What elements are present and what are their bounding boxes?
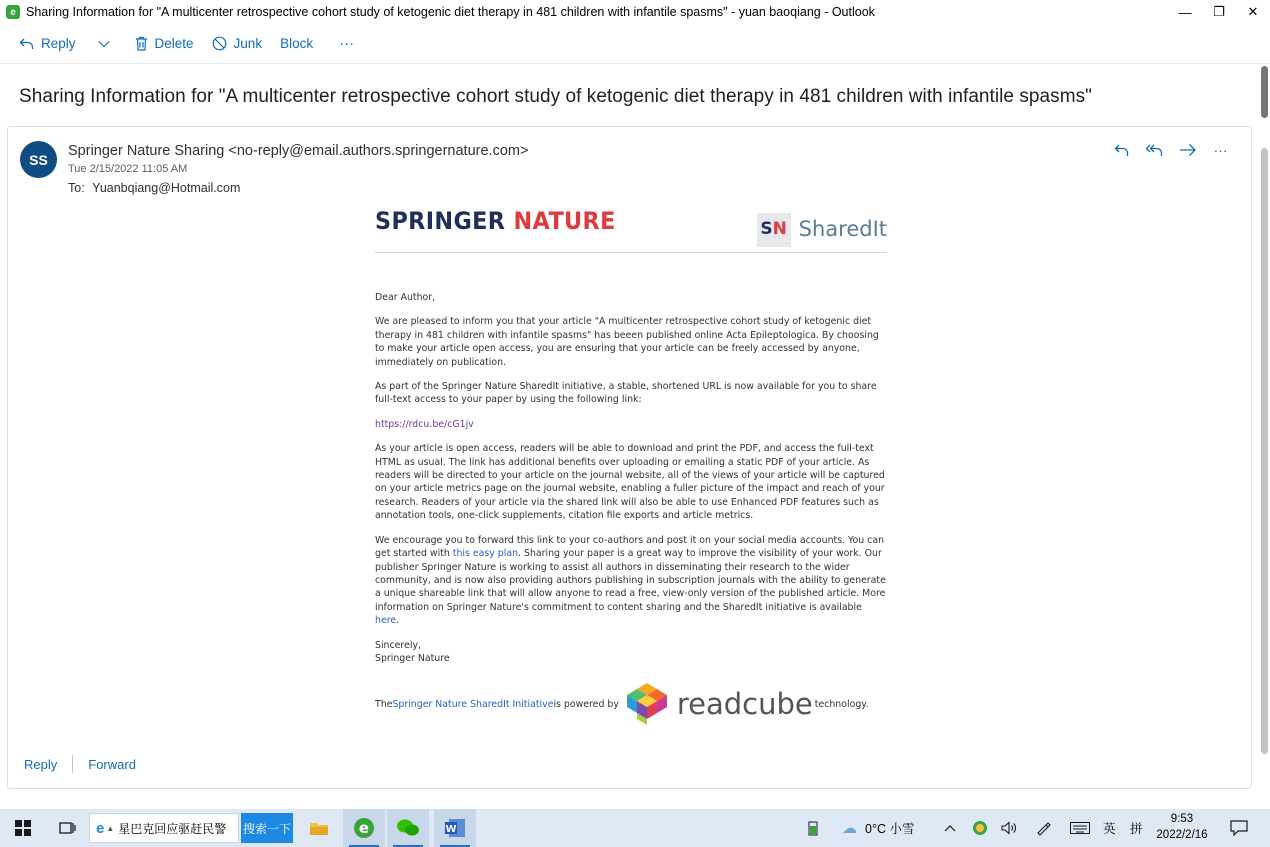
close-button[interactable]: ✕ <box>1247 4 1259 19</box>
powered-text-a: The <box>375 698 393 710</box>
file-explorer-button[interactable] <box>298 809 340 847</box>
email-header <box>375 207 887 253</box>
block-circle-icon <box>212 36 227 51</box>
more-icon: ··· <box>339 35 355 52</box>
easy-plan-link[interactable]: this easy plan <box>452 548 519 560</box>
forward-arrow-icon <box>1179 143 1197 157</box>
task-view-button[interactable] <box>46 809 88 847</box>
badge-s: S <box>760 219 773 240</box>
clock-time: 9:53 <box>1170 813 1194 825</box>
weather-widget[interactable] <box>842 809 914 847</box>
keyboard-button[interactable] <box>1070 809 1090 847</box>
windows-logo-icon <box>15 820 31 836</box>
powered-text-b: is powered by <box>553 698 619 710</box>
block-label: Block <box>280 36 314 51</box>
search-box-text: 星巴克回应驱赶民警 <box>118 821 227 836</box>
here-link[interactable]: here <box>375 615 397 627</box>
junk-button[interactable] <box>203 30 272 58</box>
task-view-icon <box>59 821 76 835</box>
wechat-taskbar-button[interactable] <box>387 809 429 847</box>
window-title: Sharing Information for "A multicenter retrospective cohort study of ketogenic diet therapy in 481 children with infantile spasms" - yuan baoqiang - Outlook <box>26 5 875 19</box>
readcube-cube-icon <box>623 681 671 727</box>
logo-nature-text: NATURE <box>513 207 616 235</box>
search-dropdown-icon: ▲ <box>106 823 115 833</box>
reply-options-dropdown[interactable] <box>89 30 126 58</box>
sharedit-initiative-link[interactable]: Springer Nature SharedIt Initiative <box>392 698 554 710</box>
toolbar <box>0 24 1270 64</box>
bottom-actions <box>24 755 136 773</box>
to-label: To: <box>68 181 85 195</box>
folder-icon <box>309 820 329 836</box>
start-button[interactable] <box>2 809 44 847</box>
email-paragraph-2: As part of the Springer Nature SharedIt initiative, a stable, shortened URL is now available for you to share full-text access to your paper by using the following link: <box>375 381 877 406</box>
email-signoff <box>375 639 887 666</box>
message-card <box>7 126 1252 789</box>
speaker-icon <box>1001 821 1017 835</box>
chevron-up-icon <box>944 824 956 832</box>
minimize-button[interactable]: — <box>1178 4 1192 20</box>
reply-label: Reply <box>41 36 76 51</box>
word-taskbar-button[interactable] <box>434 809 476 847</box>
taskbar-search-box[interactable] <box>89 813 239 843</box>
clock-date: 2022/2/16 <box>1156 829 1208 841</box>
sharedit-label: SharedIt <box>798 217 887 242</box>
reply-button[interactable] <box>10 30 85 58</box>
pen-button[interactable] <box>1035 809 1051 847</box>
message-date: Tue 2/15/2022 11:05 AM <box>68 163 188 175</box>
share-link[interactable]: https://rdcu.be/cG1jv <box>375 418 474 430</box>
snow-cloud-icon: ☁ <box>842 820 857 837</box>
bottom-reply-link[interactable]: Reply <box>24 756 58 772</box>
junk-label: Junk <box>233 36 263 51</box>
reply-all-icon <box>1145 143 1165 158</box>
reply-icon <box>1114 143 1130 158</box>
app-tray-icon[interactable] <box>972 809 988 847</box>
email-paragraph-1: We are pleased to inform you that your article "A multicenter retrospective cohort study of ketogenic diet therapy in 481 children with infantile spasms" has beeen published online Acta Epileptologica. By choosing to make your article open access, you are ensuring that your article can be freely accessed by anyone, immediately on publication. <box>375 316 879 368</box>
sn-logo-box <box>757 213 791 247</box>
message-more-button[interactable]: ··· <box>1213 142 1228 158</box>
recipient-line <box>68 181 240 195</box>
forward-icon-button[interactable] <box>1171 139 1204 161</box>
chevron-down-icon <box>98 40 110 48</box>
readcube-wordmark: readcube <box>676 686 813 721</box>
ie-search-icon: e <box>96 819 105 837</box>
colorful-circle-icon <box>972 820 988 836</box>
title-bar <box>0 0 1270 24</box>
email-paragraph-4 <box>375 534 887 628</box>
pen-icon <box>1035 820 1051 836</box>
delete-button[interactable] <box>126 30 203 58</box>
battery-icon <box>808 820 818 836</box>
reply-icon-button[interactable] <box>1105 139 1138 161</box>
battery-tray-icon[interactable] <box>808 809 818 847</box>
notification-icon <box>1230 820 1248 836</box>
trash-icon <box>135 36 148 51</box>
powered-by-line <box>375 681 887 727</box>
p4-text-b: . Sharing your paper is a great way to improve the visibility of your work. Our publisher Springer Nature is working to assist all authors in disseminating their research to the wider community, and is now also providing authors publishing in subscription journals with the ability to generate a unique shareable link that will allow anyone to read a free, view-only version of the published article. More information on Springer Nature's commitment to content sharing and the SharedIt initiative is available <box>375 548 886 613</box>
vertical-scrollbar[interactable] <box>1261 64 1268 799</box>
sharedit-badge <box>757 213 887 247</box>
scrollbar-track-thumb[interactable] <box>1261 148 1268 754</box>
delete-label: Delete <box>154 36 194 51</box>
taskbar-clock[interactable] <box>1150 811 1214 843</box>
p4-text-end: . <box>396 615 400 627</box>
bottom-forward-link[interactable]: Forward <box>88 756 136 772</box>
badge-n: N <box>772 219 787 240</box>
taskbar-search-button[interactable]: 搜索一下 <box>241 813 293 843</box>
ime-mode-button[interactable]: 拼 <box>1130 822 1143 836</box>
powered-text-c: technology. <box>814 698 869 710</box>
readcube-logo <box>623 681 813 727</box>
outlook-taskbar-button[interactable] <box>343 809 385 847</box>
taskbar <box>0 809 1270 847</box>
scrollbar-thumb[interactable] <box>1261 66 1268 118</box>
word-icon <box>444 818 466 838</box>
springer-nature-logo <box>375 207 616 235</box>
recipient-address[interactable]: Yuanbqiang@Hotmail.com <box>92 181 241 195</box>
reply-all-icon-button[interactable] <box>1138 139 1171 161</box>
signoff-line: Sincerely, <box>375 639 421 651</box>
reply-icon <box>19 37 34 51</box>
notification-center-button[interactable] <box>1230 809 1248 847</box>
show-hidden-icons-button[interactable] <box>944 809 956 847</box>
block-button[interactable] <box>271 30 322 58</box>
signoff-name: Springer Nature <box>375 652 450 664</box>
sender-name[interactable]: Springer Nature Sharing <no-reply@email.authors.springernature.com> <box>68 143 529 159</box>
outlook-app-icon: e <box>6 5 20 19</box>
window-controls <box>1168 0 1270 24</box>
keyboard-icon <box>1070 822 1090 834</box>
logo-springer-text: SPRINGER <box>375 207 514 235</box>
volume-button[interactable] <box>1001 809 1017 847</box>
ime-language-button[interactable]: 英 <box>1103 822 1116 836</box>
svg-text:e: e <box>358 819 370 837</box>
restore-button[interactable]: ❐ <box>1213 4 1225 19</box>
email-greeting: Dear Author, <box>375 292 436 303</box>
p4-text-a: We encourage you to forward this link to your co-authors and post it on your social media accounts. You can get started with <box>375 534 885 560</box>
message-actions <box>1105 139 1237 161</box>
action-divider <box>72 755 73 773</box>
sender-avatar[interactable]: SS <box>20 141 57 178</box>
more-actions-button[interactable] <box>330 30 363 58</box>
message-subject: Sharing Information for "A multicenter retrospective cohort study of ketogenic diet therapy in 481 children with infantile spasms" <box>19 86 1092 107</box>
email-paragraph-3: As your article is open access, readers will be able to download and print the PDF, and access the full-text HTML as usual. The link has additional benefits over uploading or emailing a static PDF of your article. As readers will be directed to your article on the journal website, all of the views of your article will be captured on your article metrics page on the journal website, enabling a fuller picture of the impact and reach of your research. Readers of your article via the shared link will also be able to use Enhanced PDF features such as annotation tools, one-click supplements, citation file exports and article metrics. <box>375 443 885 522</box>
email-body <box>375 207 887 727</box>
weather-text: 0°C 小雪 <box>865 822 915 836</box>
outlook-icon <box>353 817 375 839</box>
svg-text:W: W <box>445 824 457 835</box>
wechat-icon <box>396 818 420 838</box>
